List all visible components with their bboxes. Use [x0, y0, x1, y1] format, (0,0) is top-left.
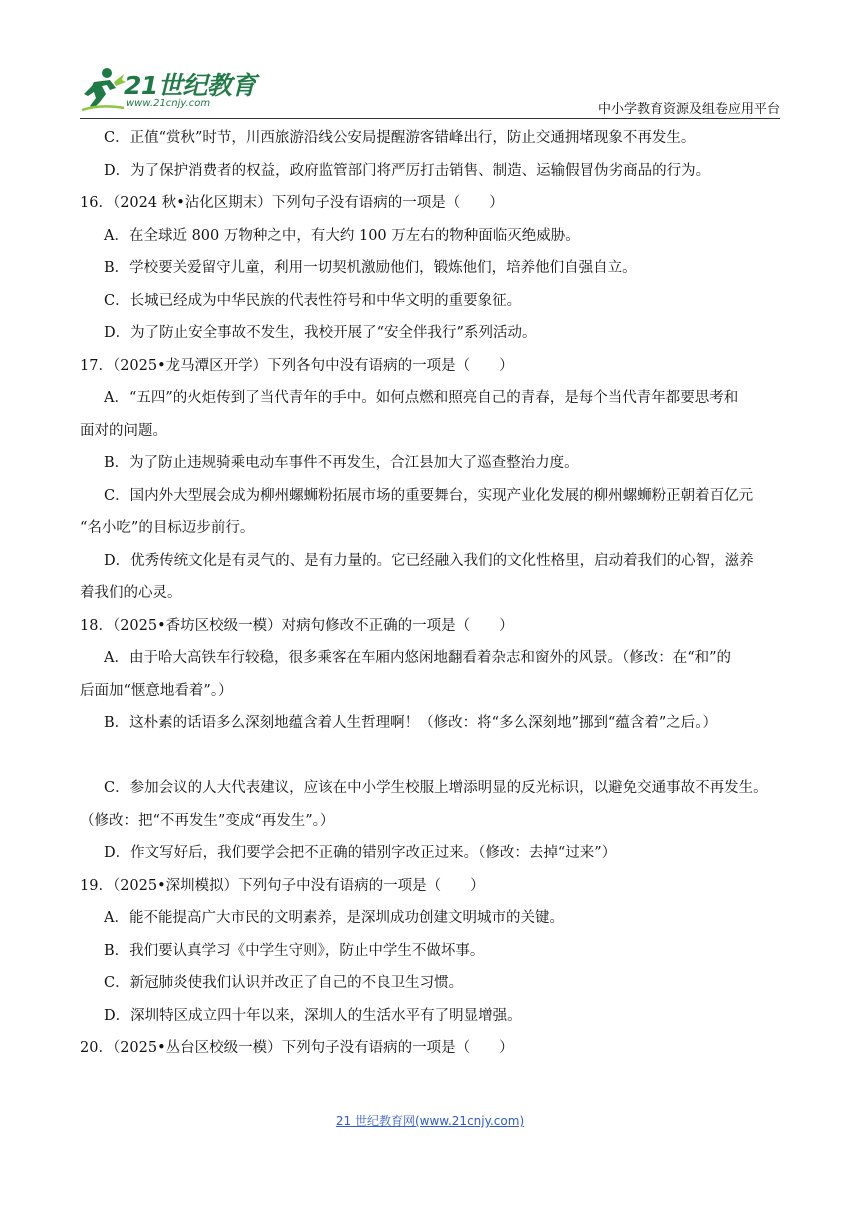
answer-option: B．学校要关爱留守儿童，利用一切契机激励他们，锻炼他们，培养他们自强自立。 [104, 260, 637, 276]
answer-option: D．作文写好后，我们要学会把不正确的错别字改正过来。（修改：去掉“过来”） [104, 845, 617, 861]
answer-option: C．国内外大型展会成为柳州螺蛳粉拓展市场的重要舞台，实现产业化发展的柳州螺蛳粉正朝着百亿元 [104, 487, 754, 504]
logo-text: 21世纪教育 [124, 71, 256, 100]
answer-option: C．新冠肺炎使我们认识并改正了自己的不良卫生习惯。 [104, 975, 464, 991]
answer-option: D．优秀传统文化是有灵气的、是有力量的。它已经融入我们的文化性格里，启动着我们的心智，滋养 [104, 552, 754, 569]
option-continuation: “名小吃”的目标迈步前行。 [80, 520, 255, 536]
question-content [80, 122, 780, 1065]
question-stem: 18．（2025•香坊区校级一模）对病句修改不正确的一项是（ ） [80, 617, 514, 634]
option-continuation: 后面加“惬意地看着”。） [80, 682, 233, 699]
answer-option: C．长城已经成为中华民族的代表性符号和中华文明的重要象征。 [104, 292, 522, 309]
brand-logo[interactable] [80, 66, 255, 116]
question-stem: 17．（2025•龙马潭区开学）下列各句中没有语病的一项是（ ） [80, 357, 514, 374]
answer-option: A．能不能提高广大市民的文明素养，是深圳成功创建文明城市的关键。 [104, 910, 564, 926]
answer-option: B．这朴素的话语多么深刻地蕴含着人生哲理啊！（修改：将“多么深刻地”挪到“蕴含着”之后。） [104, 715, 718, 731]
blank-line [80, 740, 780, 773]
question-stem: 19．（2025•深圳模拟）下列句子中没有语病的一项是（ ） [80, 877, 485, 894]
option-continuation: （修改：把“不再发生”变成“再发生”。） [80, 812, 335, 829]
answer-option: D．深圳特区成立四十年以来，深圳人的生活水平有了明显增强。 [104, 1007, 522, 1024]
answer-option: A．“五四”的火炬传到了当代青年的手中。如何点燃和照亮自己的青春，是每个当代青年都要思考和 [104, 390, 739, 406]
answer-option: A．由于哈大高铁车行较稳，很多乘客在车厢内悠闲地翻看着杂志和窗外的风景。（修改：在“和”的 [104, 650, 732, 666]
option-continuation: 着我们的心灵。 [80, 585, 182, 601]
header-divider [80, 118, 780, 119]
option-continuation: 面对的问题。 [80, 422, 167, 439]
answer-option: B．我们要认真学习《中学生守则》，防止中学生不做坏事。 [104, 942, 485, 959]
page-header [0, 0, 860, 120]
page-footer [0, 1112, 860, 1129]
runner-logo-icon [80, 66, 126, 112]
answer-option: B．为了防止违规骑乘电动车事件不再发生，合江县加大了巡查整治力度。 [104, 455, 579, 471]
answer-option: C．参加会议的人大代表建议，应该在中小学生校服上增添明显的反光标识，以避免交通事故不再发生。 [104, 780, 768, 796]
platform-name: 中小学教育资源及组卷应用平台 [597, 102, 780, 117]
answer-option: D．为了防止安全事故不发生，我校开展了“安全伴我行”系列活动。 [104, 325, 537, 341]
answer-option: C．正值“赏秋”时节，川西旅游沿线公安局提醒游客错峰出行，防止交通拥堵现象不再发生。 [104, 130, 696, 146]
footer-link[interactable]: 21 世纪教育网(www.21cnjy.com) [335, 1114, 525, 1128]
answer-option: A．在全球近 800 万物种之中，有大约 100 万左右的物种面临灭绝威胁。 [104, 227, 580, 244]
answer-option: D．为了保护消费者的权益，政府监管部门将严厉打击销售、制造、运输假冒伪劣商品的行为。 [104, 162, 711, 179]
question-stem: 16．（2024 秋•沾化区期末）下列句子没有语病的一项是（ ） [80, 195, 504, 211]
logo-url: www.21cnjy.com [126, 98, 211, 109]
question-stem: 20．（2025•丛台区校级一模）下列句子没有语病的一项是（ ） [80, 1040, 514, 1056]
